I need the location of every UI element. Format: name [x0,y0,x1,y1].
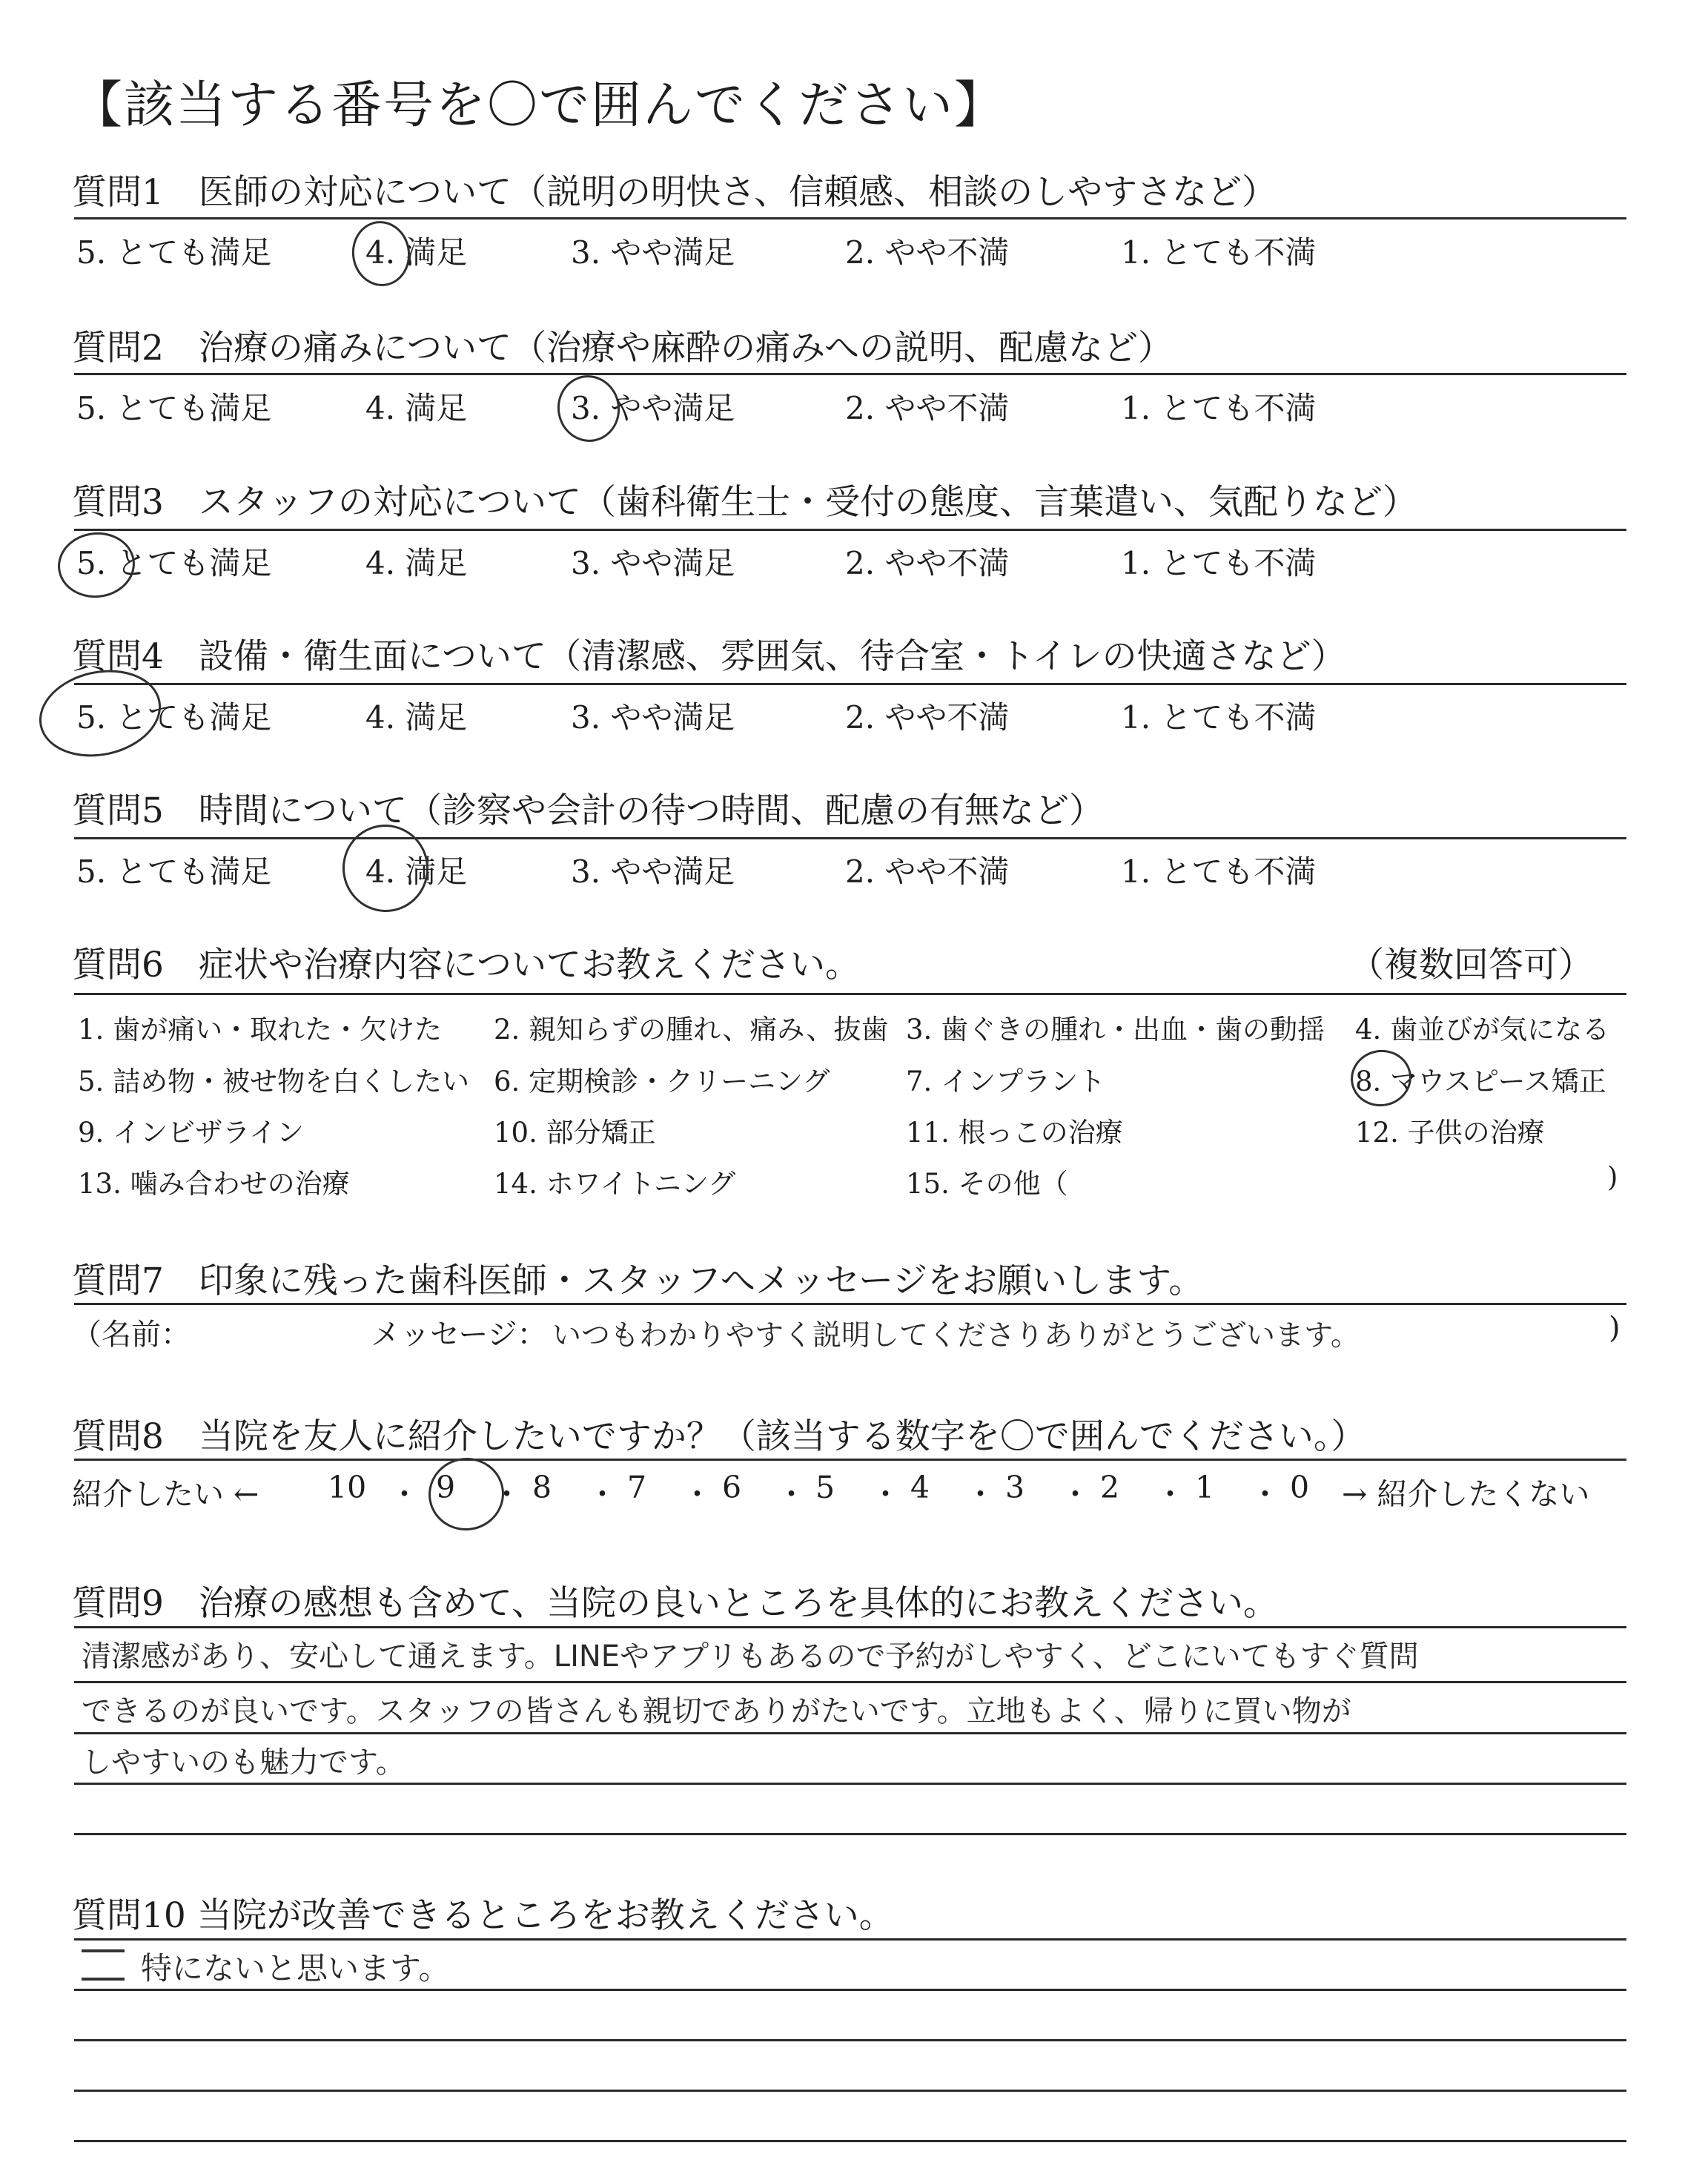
scale-value[interactable]: 8 [532,1470,552,1505]
option-4[interactable]: 4. 満足 [365,234,468,271]
divider [74,217,1626,219]
scale-separator: ・ [1250,1476,1280,1512]
question-title: 質問8 当院を友人に紹介したいですか？（該当する数字を〇で囲んでください。） [72,1416,1366,1457]
question-title: 質問2 治療の痛みについて（治療や麻酔の痛みへの説明、配慮など） [72,328,1174,369]
selection-circle [336,818,436,919]
symptom-option[interactable]: 5. 詰め物・被せ物を白くしたい [78,1066,470,1097]
scale-left-label: 紹介したい ← [72,1476,259,1512]
option-4[interactable]: 4. 満足 [365,699,468,736]
option-2[interactable]: 2. やや不満 [845,390,1010,426]
scale-separator: ・ [587,1476,618,1512]
option-1[interactable]: 1. とても不満 [1121,390,1317,426]
question-title: 質問9 治療の感想も含めて、当院の良いところを具体的にお教えください。 [72,1583,1278,1624]
scale-separator: ・ [682,1476,712,1512]
question-title: 質問5 時間について（診察や会計の待つ時間、配慮の有無など） [72,790,1104,831]
scale-separator: ・ [389,1476,420,1512]
question-title: 質問6 症状や治療内容についてお教えください。 [72,945,860,985]
symptom-option[interactable]: 9. インビザライン [78,1117,304,1149]
scale-separator: ・ [491,1476,522,1512]
option-3[interactable]: 3. やや満足 [571,545,735,581]
scale-value[interactable]: 1 [1195,1470,1215,1505]
option-4[interactable]: 4. 満足 [365,545,468,581]
symptom-option[interactable]: 11. 根っこの治療 [906,1117,1123,1149]
selection-circle [424,1453,509,1535]
divider [74,993,1626,995]
scale-separator: ・ [1060,1476,1090,1512]
scale-value[interactable]: 5 [815,1470,835,1505]
option-1[interactable]: 1. とても不満 [1121,234,1317,271]
divider [74,1989,1626,1991]
divider [74,2039,1626,2041]
form-header: 【該当する番号を〇で囲んでください】 [72,76,1007,135]
divider [74,837,1626,839]
symptom-option[interactable]: 13. 噛み合わせの治療 [78,1168,350,1200]
option-3[interactable]: 3. やや満足 [571,699,735,736]
symptom-option[interactable]: 6. 定期検診・クリーニング [494,1066,830,1097]
answer-line[interactable]: できるのが良いです。スタッフの皆さんも親切でありがたいです。立地もよく、帰りに買い物が [82,1694,1351,1728]
option-4[interactable]: 4. 満足 [365,390,468,426]
answer-line[interactable]: 清潔感があり、安心して通えます。LINEやアプリもあるので予約がしやすく、どこにいてもすぐ質問 [82,1639,1419,1674]
question-title: 質問1 医師の対応について（説明の明快さ、信頼感、相談のしやすさなど） [72,172,1277,213]
symptom-option[interactable]: 3. 歯ぐきの腫れ・出血・歯の動揺 [906,1014,1325,1046]
name-label: （名前： [72,1318,191,1352]
scale-separator: ・ [776,1476,807,1512]
option-1[interactable]: 1. とても不満 [1121,545,1317,581]
selection-circle [1346,1045,1416,1111]
scale-value[interactable]: 10 [328,1470,367,1505]
divider [74,683,1626,685]
divider [74,373,1626,375]
option-3[interactable]: 3. やや満足 [571,853,735,890]
option-1[interactable]: 1. とても不満 [1121,853,1317,890]
option-2[interactable]: 2. やや不満 [845,545,1010,581]
option-3[interactable]: 3. やや満足 [571,390,735,426]
divider [74,2140,1626,2142]
symptom-option[interactable]: 2. 親知らずの腫れ、痛み、抜歯 [494,1014,889,1046]
message-field[interactable]: いつもわかりやすく説明してくださりありがとうございます。 [552,1319,1360,1353]
scale-value[interactable]: 3 [1005,1470,1025,1505]
option-5[interactable]: 5. とても満足 [76,853,272,890]
option-1[interactable]: 1. とても不満 [1121,699,1317,736]
option-5[interactable]: 5. とても満足 [76,545,272,581]
question-title: 質問3 スタッフの対応について（歯科衛生士・受付の態度、言葉遣い、気配りなど） [72,482,1417,523]
other-close-paren: ) [1607,1161,1618,1193]
scale-value[interactable]: 0 [1290,1470,1310,1505]
selection-circle [552,370,625,446]
question-title: 質問10 当院が改善できるところをお教えください。 [72,1895,894,1936]
scale-value[interactable]: 9 [436,1470,456,1505]
strikethrough-mark [82,1944,135,1981]
symptom-option[interactable]: 1. 歯が痛い・取れた・欠けた [78,1014,443,1046]
divider [74,1459,1626,1461]
question-title: 質問7 印象に残った歯科医師・スタッフへメッセージをお願いします。 [72,1261,1204,1301]
option-2[interactable]: 2. やや不満 [845,699,1010,736]
symptom-option[interactable]: 4. 歯並びが気になる [1355,1014,1610,1046]
divider [74,1938,1626,1941]
close-paren: ) [1609,1311,1621,1345]
scale-right-label: → 紹介したくない [1342,1476,1590,1512]
scale-value[interactable]: 4 [910,1470,930,1505]
option-2[interactable]: 2. やや不満 [845,853,1010,890]
divider [74,1303,1626,1305]
divider [74,1626,1626,1628]
scale-value[interactable]: 2 [1100,1470,1120,1505]
symptom-option[interactable]: 10. 部分矯正 [494,1117,656,1149]
option-2[interactable]: 2. やや不満 [845,234,1010,271]
divider [74,2090,1626,2092]
scale-separator: ・ [1155,1476,1185,1512]
scale-value[interactable]: 6 [722,1470,742,1505]
answer-line[interactable]: 特にないと思います。 [141,1950,450,1986]
option-4[interactable]: 4. 満足 [365,853,468,890]
scale-separator: ・ [870,1476,901,1512]
divider [74,1783,1626,1785]
divider [74,1732,1626,1734]
scale-value[interactable]: 7 [627,1470,647,1505]
symptom-option[interactable]: 8. マウスピース矯正 [1355,1066,1606,1097]
option-3[interactable]: 3. やや満足 [571,234,735,271]
symptom-option[interactable]: 15. その他（ [906,1168,1068,1200]
symptom-option[interactable]: 12. 子供の治療 [1355,1117,1545,1149]
option-5[interactable]: 5. とても満足 [76,390,272,426]
message-label: メッセージ： [371,1318,547,1352]
symptom-option[interactable]: 14. ホワイトニング [494,1168,736,1200]
divider [74,529,1626,531]
scale-separator: ・ [965,1476,996,1512]
answer-line[interactable]: しやすいのも魅力です。 [82,1745,406,1780]
question-title: 質問4 設備・衛生面について（清潔感、雰囲気、待合室・トイレの快適さなど） [72,636,1346,677]
option-5[interactable]: 5. とても満足 [76,234,272,271]
option-5[interactable]: 5. とても満足 [76,699,272,736]
divider [74,1833,1626,1835]
symptom-option[interactable]: 7. インプラント [906,1066,1106,1097]
divider [74,1681,1626,1683]
multiple-answer-note: （複数回答可） [1349,945,1593,985]
